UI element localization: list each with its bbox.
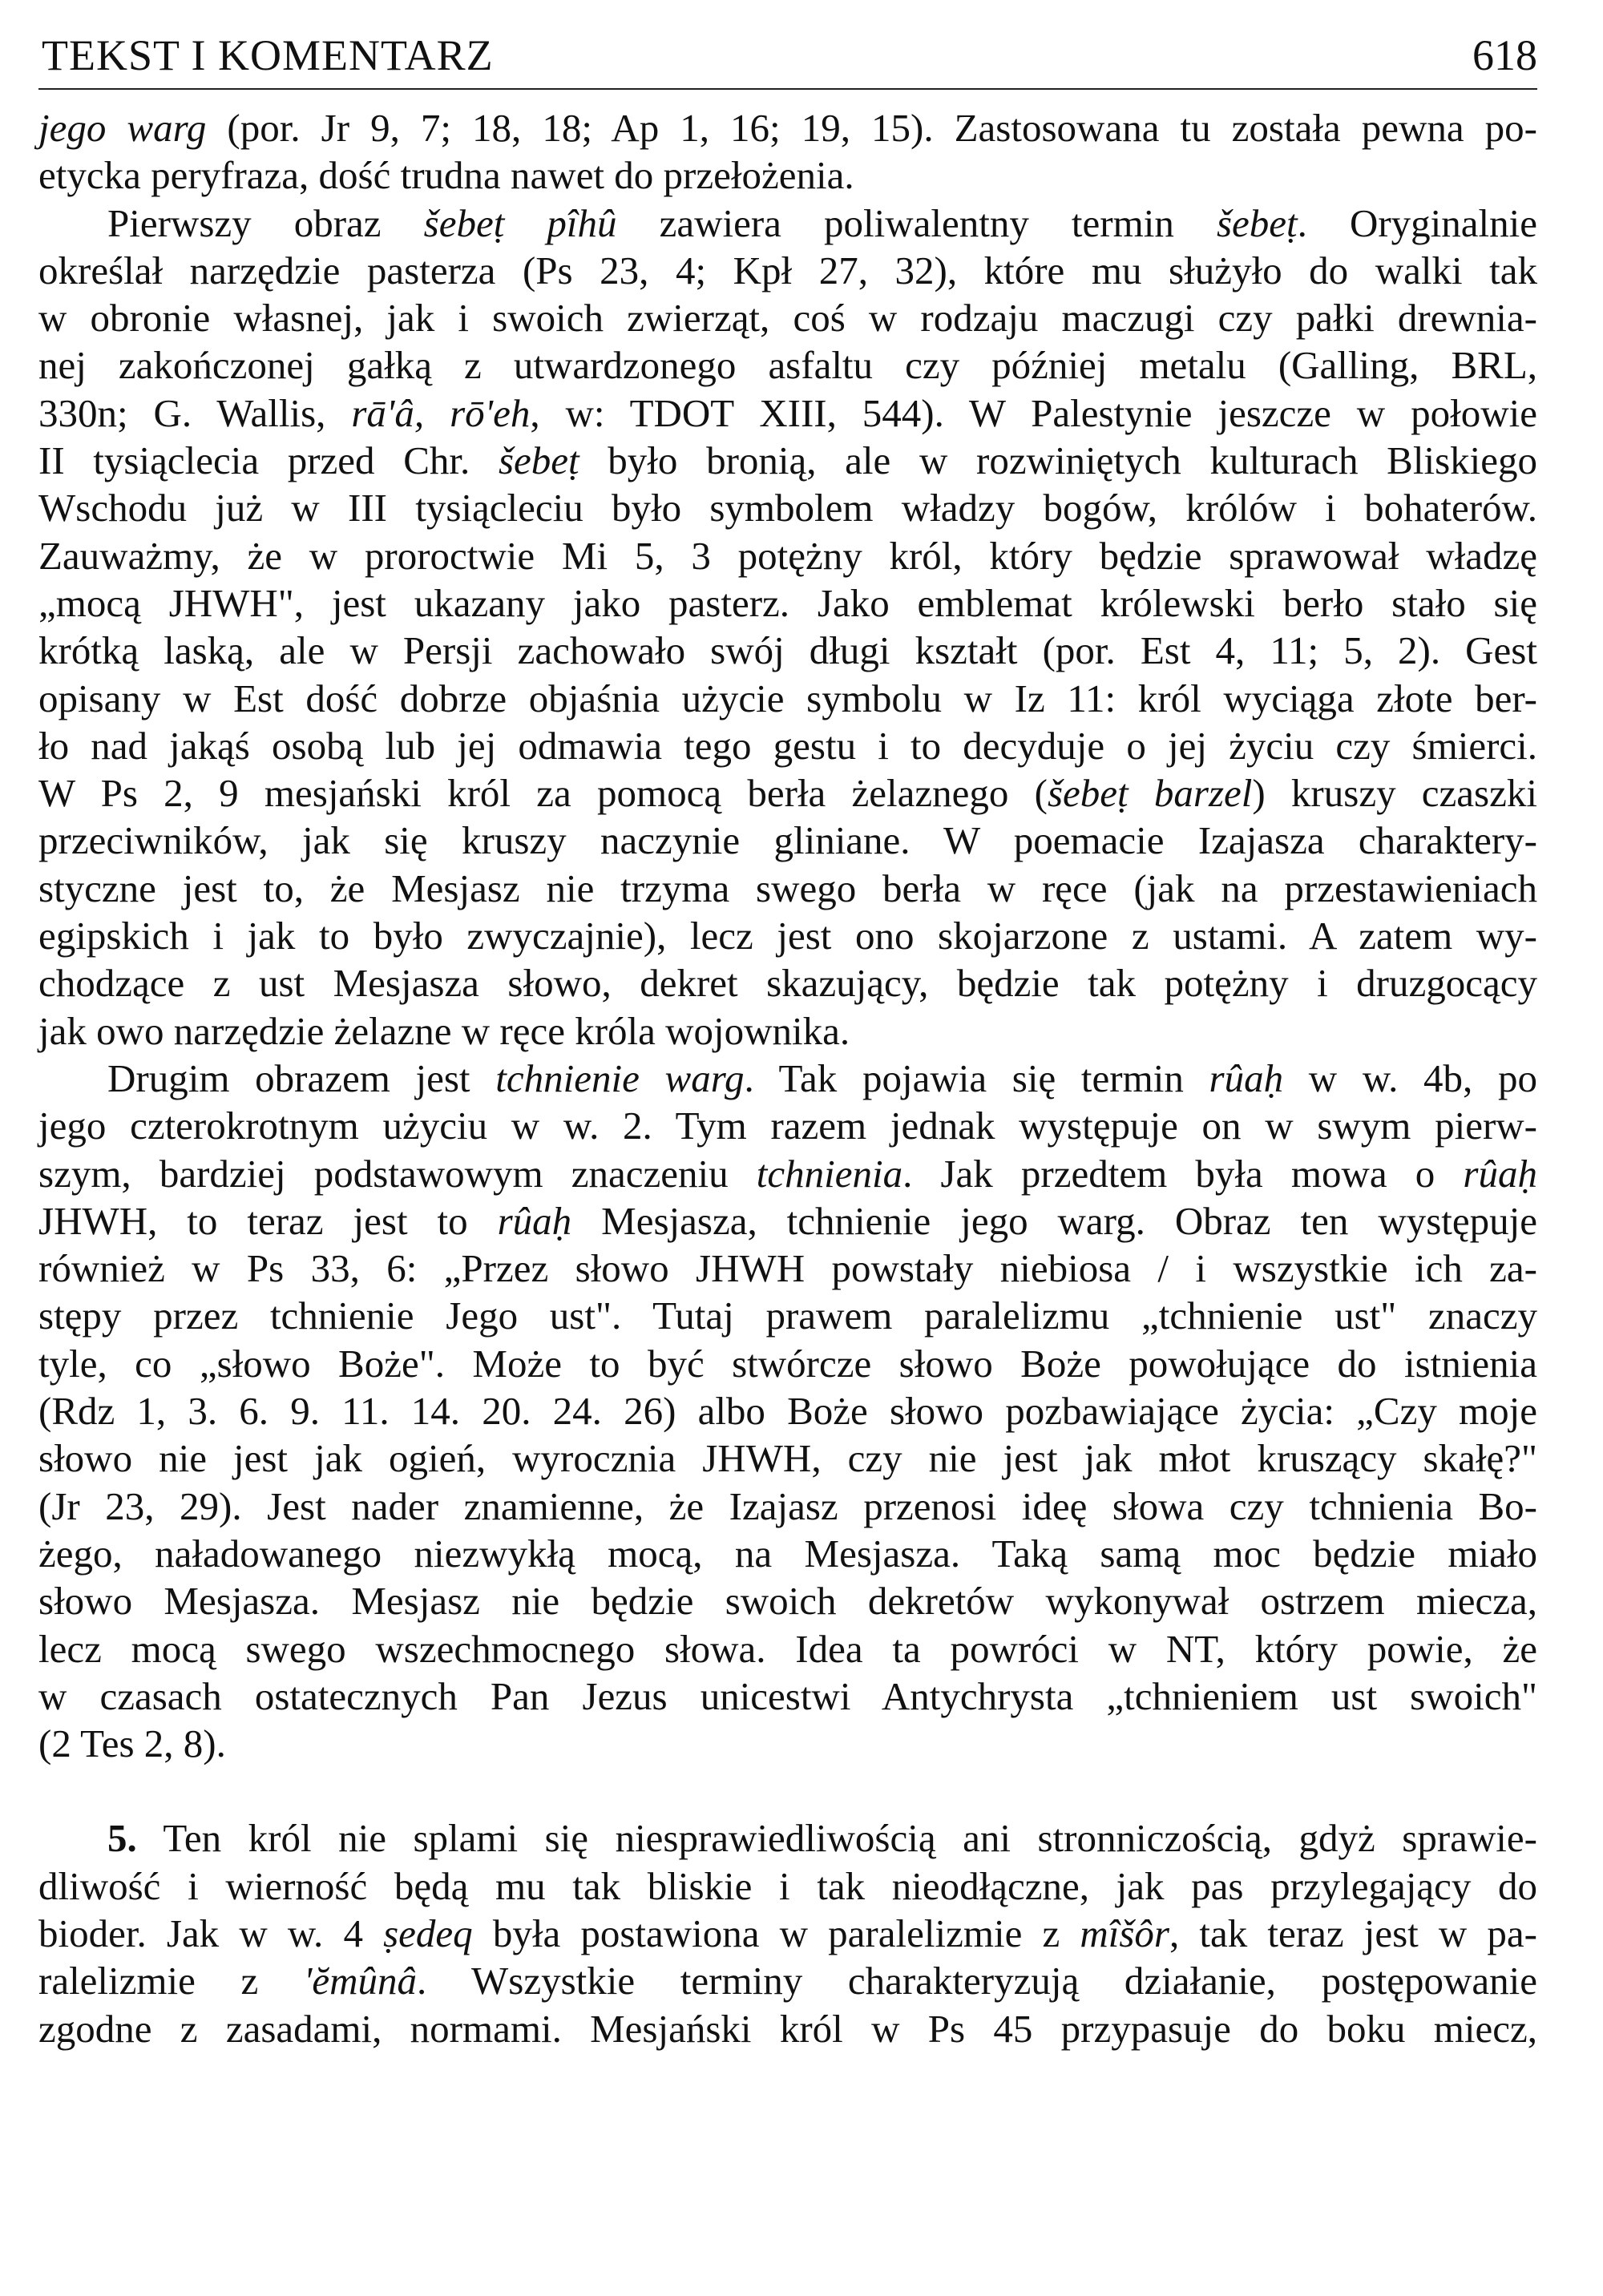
text-line: Pierwszy obraz šebeṭ pîhû zawiera poliwalentny termin šebeṭ. Oryginalnie [107,200,1538,245]
text-line: Zauważmy, że w proroctwie Mi 5, 3 potężny król, który będzie sprawował władzę [38,533,1537,578]
text-line: przeciwników, jak się kruszy naczynie gliniane. W poemacie Izajasza charaktery- [38,818,1537,863]
text-line: etycka peryfraza, dość trudna nawet do przełożenia. [38,153,854,198]
text-line: (2 Tes 2, 8). [38,1721,226,1766]
text-line: jego warg (por. Jr 9, 7; 18, 18; Ap 1, 16; 19, 15). Zastosowana tu została pewna po- [38,106,1537,150]
text-line: bioder. Jak w w. 4 ṣedeq była postawiona w paralelizmie z mîšôr, tak teraz jest w pa- [38,1911,1537,1955]
text-line: w obronie własnej, jak i swoich zwierząt, coś w rodzaju maczugi czy pałki drewnia- [38,296,1537,341]
text-line: W Ps 2, 9 mesjański król za pomocą berła żelaznego (šebeṭ barzel) kruszy czaszki [38,771,1537,816]
text-line: ralelizmie z 'ĕmûnâ. Wszystkie terminy charakteryzują działanie, postępowanie [38,1959,1537,2003]
text-line: Drugim obrazem jest tchnienie warg. Tak pojawia się termin rûaḥ w w. 4b, po [107,1055,1537,1100]
text-line: II tysiąclecia przed Chr. šebeṭ było bronią, ale w rozwiniętych kulturach Bliskiego [38,438,1538,483]
document-page [38,24,1537,2052]
text-line: stępy przez tchnienie Jego ust". Tutaj prawem paralelizmu „tchnienie ust" znaczy [38,1293,1537,1338]
text-line: JHWH, to teraz jest to rûaḥ Mesjasza, tchnienie jego warg. Obraz ten występuje [38,1198,1537,1243]
text-line: dliwość i wierność będą mu tak bliskie i tak nieodłączne, jak pas przylegający do [38,1863,1537,1908]
text-line: lecz mocą swego wszechmocnego słowa. Idea ta powróci w NT, który powie, że [38,1626,1537,1671]
text-line: nej zakończonej gałką z utwardzonego asfaltu czy później metalu (Galling, BRL, [38,343,1537,388]
text-line: szym, bardziej podstawowym znaczeniu tchnienia. Jak przedtem była mowa o rûaḥ [38,1151,1537,1196]
commentary-body [38,104,1537,2052]
text-line: jego czterokrotnym użyciu w w. 2. Tym razem jednak występuje on w swym pierw- [38,1104,1537,1148]
running-title: TEKST I KOMENTARZ [42,31,494,79]
text-line: żego, naładowanego niezwykłą mocą, na Mesjasza. Taką samą moc będzie miało [38,1531,1537,1576]
page-number: 618 [1472,31,1537,79]
text-line: określał narzędzie pasterza (Ps 23, 4; Kpł 27, 32), które mu służyło do walki tak [38,248,1537,293]
text-line: jak owo narzędzie żelazne w ręce króla wojownika. [38,1008,850,1053]
text-line: słowo nie jest jak ogień, wyrocznia JHWH, czy nie jest jak młot kruszący skałę?" [38,1436,1537,1481]
text-line: tyle, co „słowo Boże". Może to być stwórcze słowo Boże powołujące do istnienia [38,1341,1537,1386]
text-line: zgodne z zasadami, normami. Mesjański król w Ps 45 przypasuje do boku miecz, [38,2006,1537,2051]
text-line: 330n; G. Wallis, rā'â, rō'eh, w: TDOT XIII, 544). W Palestynie jeszcze w połowie [38,390,1537,435]
text-line: (Jr 23, 29). Jest nader znamienne, że Izajasz przenosi ideę słowa czy tchnienia Bo- [38,1483,1537,1528]
text-line: styczne jest to, że Mesjasz nie trzyma swego berła w ręce (jak na przestawieniach [38,866,1537,910]
text-line: egipskich i jak to było zwyczajnie), lecz jest ono skojarzone z ustami. A zatem wy- [38,914,1537,958]
text-line: 5. Ten król nie splami się niesprawiedliwością ani stronniczością, gdyż sprawie- [107,1816,1537,1861]
section-gap [38,1767,1537,1814]
text-line: opisany w Est dość dobrze objaśnia użycie symbolu w Iz 11: król wyciąga złote ber- [38,676,1537,720]
text-line: „mocą JHWH", jest ukazany jako pasterz. Jako emblemat królewski berło stało się [38,580,1537,625]
text-line: ło nad jakąś osobą lub jej odmawia tego gestu i to decyduje o jej życiu czy śmierci. [38,723,1537,768]
running-header [38,24,1537,90]
text-line: (Rdz 1, 3. 6. 9. 11. 14. 20. 24. 26) albo Boże słowo pozbawiające życia: „Czy moje [38,1389,1537,1434]
text-line: chodzące z ust Mesjasza słowo, dekret skazujący, będzie tak potężny i druzgocący [38,961,1537,1006]
text-line: krótką laską, ale w Persji zachowało swój długi kształt (por. Est 4, 11; 5, 2). Gest [38,628,1537,673]
text-line: Wschodu już w III tysiącleciu było symbolem władzy bogów, królów i bohaterów. [38,486,1537,531]
text-line: słowo Mesjasza. Mesjasz nie będzie swoich dekretów wykonywał ostrzem miecza, [38,1579,1537,1624]
text-line: również w Ps 33, 6: „Przez słowo JHWH powstały niebiosa / i wszystkie ich za- [38,1246,1537,1291]
text-line: w czasach ostatecznych Pan Jezus unicestwi Antychrysta „tchnieniem ust swoich" [38,1673,1537,1718]
